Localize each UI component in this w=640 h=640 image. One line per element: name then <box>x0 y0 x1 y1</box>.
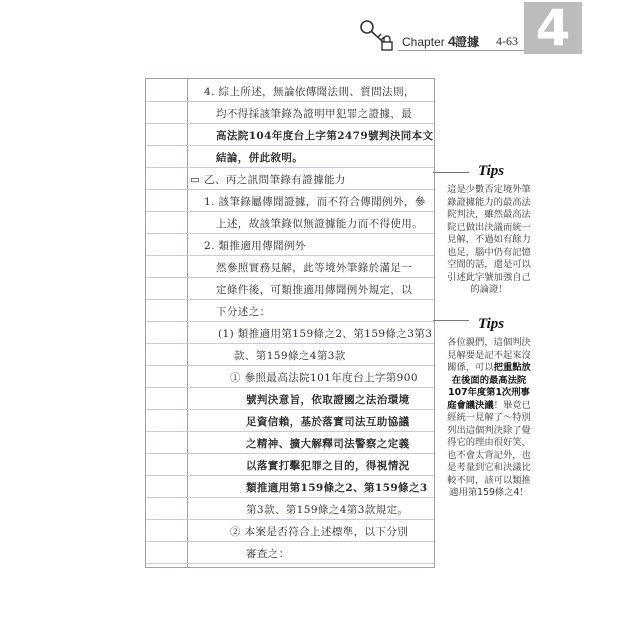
highlight-text: 足資信賴，基於落實司法互助協議 <box>246 416 410 428</box>
text-line <box>246 433 410 455</box>
text-line: 2. 類推適用傳聞例外 <box>204 240 306 252</box>
page-number: 4-63 <box>496 34 518 48</box>
text-line: 均不得採該筆錄為證明甲犯罪之證據，最 <box>216 108 413 120</box>
highlight-text: 之精神、擴大解釋司法警察之定義 <box>246 438 410 450</box>
highlight-text: 號判決意旨，依取證國之法治環境 <box>246 394 410 406</box>
text-line <box>246 455 410 477</box>
text-line: ① 參照最高法院101年度台上字第900 <box>230 372 418 384</box>
text-line: 款、第159條之4第3款 <box>234 350 346 362</box>
key-lock-icon <box>356 18 396 52</box>
notebook-margin-line <box>187 79 188 567</box>
tip-title: Tips <box>478 316 505 332</box>
text-line <box>246 389 410 411</box>
highlight-text: 高法院104年度台上字第2479號判決同本文 <box>216 130 434 142</box>
chapter-topic: 證據 <box>455 35 480 49</box>
notebook-rule-line <box>146 563 434 564</box>
text-line <box>246 411 410 433</box>
chapter-label: Chapter 4 <box>402 33 456 49</box>
tip-body: 這是少數否定境外筆錄證據能力的最高法院判決，雖然最高法院已做出決議而統一見解，不過如有餘力也足，腦中仍有記憶空間的話，還是可以引述此字號加強自己的論證！ <box>447 184 531 295</box>
text-line: 上述，故該筆錄似無證據能力而不得使用。 <box>216 218 424 230</box>
notebook-page <box>145 78 435 568</box>
notebook-rule-line <box>146 321 434 322</box>
highlight-text: 結論，併此敘明。 <box>216 152 304 164</box>
tip-connector <box>433 320 469 321</box>
text-line <box>246 477 428 499</box>
header-divider <box>398 50 524 51</box>
section-marker-icon: ▭ <box>190 174 201 186</box>
tip-title: Tips <box>478 163 505 179</box>
tip-body: 各位親們，這個判決見解要是記不起來沒關係，可以把重點放在後面的最高法院107年度第1次刑事庭會議決議！畢竟已經統一見解了～特別列出這個判決除了覺得它的理由很好笑，也不會太背記外，也是考量到它和決議比較不同，該可以類推適用第159條之4！ <box>447 337 531 498</box>
chapter-digit-badge: 4 <box>524 2 582 54</box>
text-line: 第3款、第159條之4第3款規定。 <box>246 504 409 516</box>
text-line <box>216 147 303 169</box>
highlight-text: 以落實打擊犯罪之目的，得視情況 <box>246 460 410 472</box>
page-header <box>0 0 640 70</box>
text-line: 下分述之： <box>216 306 271 318</box>
tip-connector <box>433 172 469 173</box>
text-line: 4. 綜上所述，無論依傳聞法則、質問法則， <box>204 86 415 98</box>
text-line: (1) 類推適用第159條之2、第159條之3第3 <box>218 328 433 340</box>
highlight-text: 類推適用第159條之2、第159條之3 <box>246 482 428 494</box>
text-line: ▭ 乙、丙之訊問筆錄有證據能力 <box>190 174 346 186</box>
text-line: 審查之： <box>246 548 290 560</box>
text-line: ② 本案是否符合上述標準，以下分別 <box>230 526 409 538</box>
text-line <box>216 125 433 147</box>
text-line: 1. 該筆錄屬傳聞證據，而不符合傳聞例外，參 <box>204 196 426 208</box>
tip-emphasis: 把重點放在後面的最高法院107年度第1次刑事庭會議決議 <box>447 362 531 411</box>
text-line: 定條件後，可類推適用傳聞例外規定，以 <box>216 284 413 296</box>
text-line: 然參照實務見解，此等境外筆錄於滿足一 <box>216 262 413 274</box>
